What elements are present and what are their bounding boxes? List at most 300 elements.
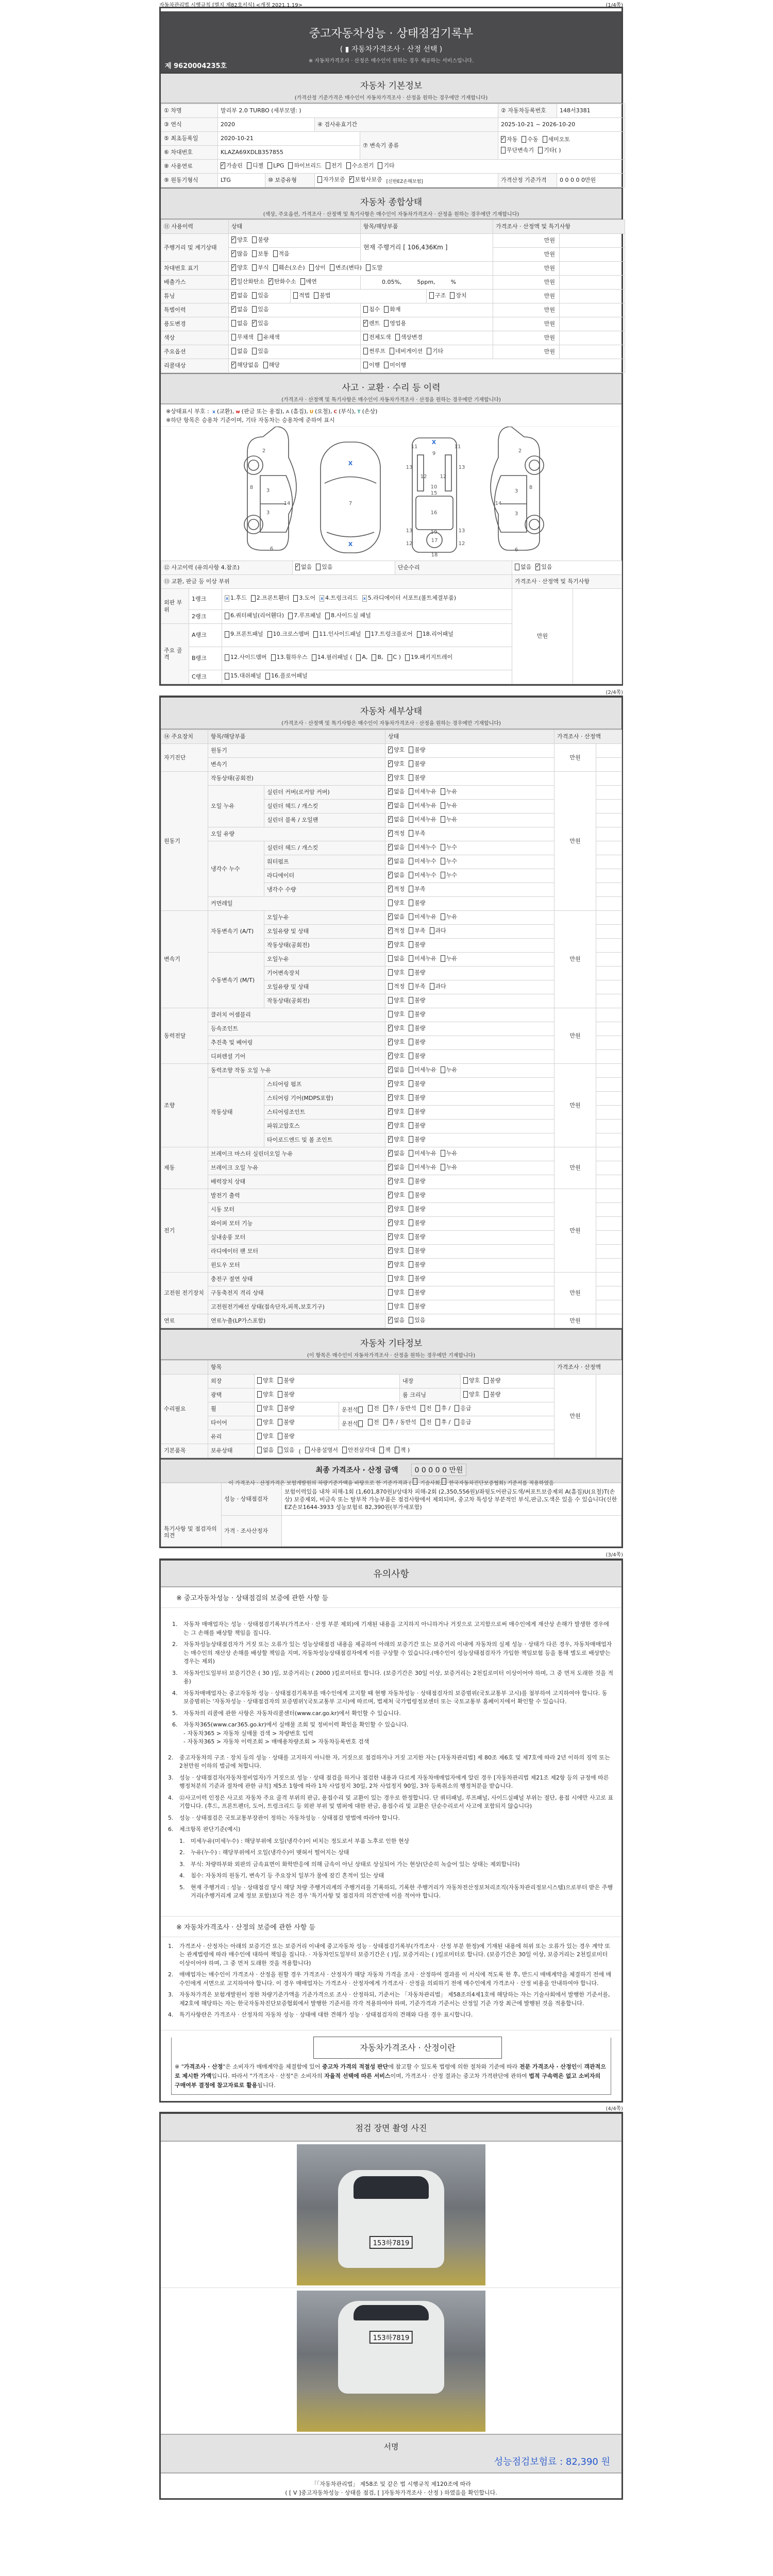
checkbox[interactable]	[427, 348, 431, 354]
checkbox[interactable]	[326, 162, 330, 169]
checkbox-option[interactable]	[388, 886, 405, 892]
checkbox[interactable]	[409, 1289, 413, 1296]
checkbox[interactable]	[484, 1391, 489, 1398]
checkbox[interactable]	[409, 1066, 413, 1073]
checkbox-option[interactable]	[441, 1164, 457, 1171]
checkbox[interactable]	[252, 320, 257, 327]
checkbox-option[interactable]	[455, 1405, 471, 1412]
checkbox-option[interactable]	[388, 1289, 405, 1296]
checkbox-option[interactable]	[388, 760, 405, 767]
checkbox-option[interactable]	[409, 1011, 425, 1018]
checkbox-option[interactable]	[441, 844, 457, 851]
checkbox-option[interactable]	[409, 983, 425, 990]
checkbox[interactable]	[409, 886, 413, 892]
checkbox[interactable]	[231, 320, 236, 327]
checkbox-option[interactable]	[409, 1025, 425, 1031]
checkbox-option[interactable]	[409, 1247, 425, 1254]
checkbox[interactable]	[409, 858, 413, 865]
checkbox[interactable]	[441, 858, 445, 865]
checkbox[interactable]	[388, 1261, 393, 1268]
x-mark-checkbox[interactable]	[225, 595, 229, 602]
checkbox[interactable]	[383, 1405, 388, 1412]
checkbox-option[interactable]	[225, 630, 263, 639]
checkbox-option[interactable]	[288, 611, 321, 620]
checkbox-option[interactable]	[409, 1261, 425, 1268]
checkbox-option[interactable]	[501, 136, 517, 143]
checkbox[interactable]	[313, 631, 318, 638]
checkbox[interactable]	[231, 278, 236, 285]
checkbox[interactable]	[257, 1405, 262, 1412]
checkbox-option[interactable]	[409, 1219, 425, 1226]
checkbox[interactable]	[409, 1178, 413, 1184]
checkbox[interactable]	[409, 969, 413, 976]
checkbox[interactable]	[225, 613, 229, 619]
checkbox[interactable]	[409, 1136, 413, 1143]
checkbox-option[interactable]	[288, 162, 321, 169]
checkbox-option[interactable]	[278, 1447, 294, 1453]
checkbox[interactable]	[305, 1447, 310, 1453]
checkbox[interactable]	[441, 788, 445, 795]
checkbox-option[interactable]	[257, 1419, 274, 1426]
checkbox-option[interactable]	[463, 1377, 480, 1384]
checkbox[interactable]	[388, 654, 392, 661]
checkbox-option[interactable]	[379, 1447, 391, 1453]
checkbox[interactable]	[251, 595, 256, 602]
checkbox[interactable]	[409, 913, 413, 920]
checkbox-option[interactable]	[441, 802, 457, 809]
checkbox[interactable]	[365, 631, 370, 638]
checkbox[interactable]	[388, 858, 393, 865]
checkbox-option[interactable]	[305, 1447, 338, 1453]
checkbox-option[interactable]	[409, 900, 425, 906]
checkbox-option[interactable]	[535, 564, 552, 570]
checkbox-option[interactable]	[441, 788, 457, 795]
checkbox[interactable]	[231, 362, 236, 368]
checkbox[interactable]	[225, 654, 229, 661]
checkbox-option[interactable]	[484, 1377, 500, 1384]
checkbox[interactable]	[252, 348, 257, 354]
checkbox-option[interactable]	[383, 1405, 416, 1412]
checkbox[interactable]	[409, 1317, 413, 1324]
checkbox[interactable]	[388, 1178, 393, 1184]
checkbox-option[interactable]	[435, 1419, 450, 1426]
checkbox-option[interactable]	[430, 983, 446, 990]
checkbox[interactable]	[378, 162, 382, 169]
checkbox-option[interactable]	[388, 1150, 405, 1157]
checkbox-option[interactable]	[388, 1247, 405, 1254]
checkbox-option[interactable]	[409, 997, 425, 1004]
checkbox-option[interactable]	[231, 292, 248, 299]
checkbox[interactable]	[409, 844, 413, 851]
checkbox[interactable]	[421, 1419, 425, 1426]
checkbox-option[interactable]	[409, 941, 425, 948]
checkbox[interactable]	[535, 564, 540, 570]
checkbox-option[interactable]	[363, 362, 380, 368]
checkbox-option[interactable]	[409, 1136, 425, 1143]
checkbox[interactable]	[388, 816, 393, 823]
checkbox[interactable]	[409, 927, 413, 934]
checkbox-option[interactable]	[325, 611, 371, 620]
checkbox[interactable]	[388, 1011, 393, 1018]
checkbox-option[interactable]	[388, 1233, 405, 1240]
checkbox-option[interactable]	[388, 1303, 405, 1310]
checkbox-option[interactable]	[388, 1053, 405, 1059]
checkbox[interactable]	[409, 1094, 413, 1101]
checkbox[interactable]	[388, 1303, 393, 1310]
checkbox[interactable]	[231, 292, 236, 299]
checkbox-option[interactable]	[388, 747, 405, 753]
checkbox-option[interactable]	[388, 1025, 405, 1031]
checkbox-option[interactable]	[299, 1448, 301, 1455]
checkbox[interactable]	[278, 1391, 282, 1398]
checkbox-option[interactable]	[300, 278, 317, 285]
checkbox-option[interactable]	[417, 630, 453, 639]
checkbox[interactable]	[231, 306, 236, 313]
checkbox-option[interactable]	[320, 594, 358, 603]
checkbox[interactable]	[409, 1080, 413, 1087]
checkbox-option[interactable]	[231, 306, 248, 313]
checkbox-option[interactable]	[312, 653, 352, 662]
checkbox[interactable]	[501, 136, 506, 143]
checkbox-option[interactable]	[515, 564, 531, 570]
checkbox-option[interactable]	[441, 955, 457, 962]
checkbox[interactable]	[388, 760, 393, 767]
checkbox-option[interactable]	[388, 1108, 405, 1115]
checkbox-option[interactable]	[267, 630, 310, 639]
checkbox-option[interactable]	[368, 1405, 379, 1412]
checkbox-option[interactable]	[409, 1122, 425, 1129]
checkbox[interactable]	[538, 147, 543, 154]
checkbox[interactable]	[388, 1094, 393, 1101]
checkbox-option[interactable]	[409, 788, 436, 795]
checkbox-option[interactable]	[293, 594, 315, 603]
checkbox-option[interactable]	[388, 900, 405, 906]
checkbox-option[interactable]	[268, 278, 296, 285]
checkbox-option[interactable]	[231, 334, 254, 341]
checkbox-option[interactable]	[221, 162, 243, 169]
checkbox-option[interactable]	[257, 1433, 274, 1439]
checkbox[interactable]	[409, 747, 413, 753]
checkbox[interactable]	[450, 292, 455, 299]
checkbox-option[interactable]	[231, 236, 248, 243]
checkbox-option[interactable]	[342, 1406, 364, 1413]
checkbox[interactable]	[388, 872, 393, 878]
checkbox[interactable]	[388, 955, 393, 962]
checkbox-option[interactable]	[409, 760, 425, 767]
checkbox-option[interactable]	[429, 292, 446, 299]
checkbox[interactable]	[409, 1150, 413, 1157]
checkbox[interactable]	[388, 1233, 393, 1240]
checkbox[interactable]	[278, 1419, 282, 1426]
checkbox[interactable]	[409, 802, 413, 809]
checkbox[interactable]	[231, 236, 236, 243]
checkbox-option[interactable]	[252, 306, 268, 313]
checkbox[interactable]	[231, 348, 236, 354]
checkbox-option[interactable]	[231, 362, 259, 368]
checkbox[interactable]	[515, 564, 519, 570]
checkbox-option[interactable]	[278, 1433, 294, 1439]
checkbox[interactable]	[409, 1164, 413, 1171]
checkbox-option[interactable]	[395, 334, 423, 341]
checkbox[interactable]	[268, 278, 273, 285]
checkbox-option[interactable]	[342, 1420, 364, 1427]
checkbox[interactable]	[257, 1419, 262, 1426]
checkbox-option[interactable]	[441, 816, 457, 823]
checkbox-option[interactable]	[388, 788, 405, 795]
checkbox[interactable]	[388, 941, 393, 948]
checkbox-option[interactable]	[388, 844, 405, 851]
checkbox[interactable]	[409, 1039, 413, 1045]
checkbox[interactable]	[409, 1192, 413, 1198]
checkbox[interactable]	[288, 162, 293, 169]
checkbox[interactable]	[441, 802, 445, 809]
checkbox[interactable]	[409, 816, 413, 823]
checkbox-option[interactable]	[365, 630, 413, 639]
checkbox[interactable]	[388, 747, 393, 753]
checkbox[interactable]	[278, 1447, 282, 1453]
checkbox-option[interactable]	[409, 830, 425, 837]
checkbox-option[interactable]	[409, 1303, 425, 1310]
checkbox[interactable]	[325, 613, 330, 619]
checkbox[interactable]	[384, 320, 389, 327]
checkbox-option[interactable]	[409, 1317, 425, 1324]
checkbox-option[interactable]	[388, 858, 405, 865]
checkbox-option[interactable]	[388, 955, 405, 962]
checkbox[interactable]	[221, 162, 225, 169]
checkbox-option[interactable]	[278, 1391, 294, 1398]
checkbox-option[interactable]	[388, 941, 405, 948]
checkbox[interactable]	[388, 1247, 393, 1254]
checkbox-option[interactable]	[441, 1066, 457, 1073]
checkbox[interactable]	[247, 162, 251, 169]
checkbox-option[interactable]	[409, 927, 425, 934]
checkbox[interactable]	[441, 913, 445, 920]
checkbox[interactable]	[252, 292, 257, 299]
checkbox-option[interactable]	[390, 348, 423, 354]
checkbox-option[interactable]	[388, 1066, 405, 1073]
checkbox[interactable]	[409, 997, 413, 1004]
checkbox-option[interactable]	[388, 872, 405, 878]
checkbox-option[interactable]	[441, 913, 457, 920]
checkbox-option[interactable]	[409, 802, 436, 809]
checkbox-option[interactable]	[225, 594, 247, 603]
checkbox[interactable]	[363, 362, 368, 368]
checkbox-option[interactable]	[435, 1405, 450, 1412]
checkbox[interactable]	[388, 969, 393, 976]
checkbox-option[interactable]	[356, 653, 367, 662]
checkbox[interactable]	[368, 1419, 373, 1426]
checkbox-option[interactable]	[388, 1164, 405, 1171]
checkbox[interactable]	[225, 631, 229, 638]
checkbox-option[interactable]	[330, 264, 362, 271]
checkbox-option[interactable]	[273, 264, 305, 271]
checkbox[interactable]	[441, 955, 445, 962]
checkbox[interactable]	[463, 1391, 468, 1398]
checkbox-option[interactable]	[501, 147, 534, 154]
checkbox-option[interactable]	[409, 1275, 425, 1282]
checkbox[interactable]	[409, 1247, 413, 1254]
checkbox[interactable]	[312, 654, 316, 661]
checkbox[interactable]	[409, 983, 413, 990]
checkbox-option[interactable]	[409, 1164, 436, 1171]
checkbox-option[interactable]	[388, 830, 405, 837]
checkbox-option[interactable]	[388, 1136, 405, 1143]
checkbox-option[interactable]	[430, 927, 446, 934]
checkbox-option[interactable]	[231, 250, 248, 257]
checkbox[interactable]	[441, 816, 445, 823]
checkbox[interactable]	[231, 264, 236, 271]
checkbox-option[interactable]	[384, 362, 406, 368]
checkbox[interactable]	[388, 1066, 393, 1073]
checkbox-option[interactable]	[342, 1447, 375, 1453]
checkbox[interactable]	[388, 927, 393, 934]
checkbox[interactable]	[455, 1405, 459, 1412]
checkbox[interactable]	[455, 1419, 459, 1426]
checkbox[interactable]	[388, 802, 393, 809]
checkbox[interactable]	[421, 1405, 425, 1412]
checkbox-option[interactable]	[409, 1039, 425, 1045]
checkbox-option[interactable]	[346, 162, 374, 169]
checkbox-option[interactable]	[441, 858, 457, 865]
checkbox[interactable]	[388, 1317, 393, 1324]
checkbox-option[interactable]	[366, 264, 382, 271]
checkbox-option[interactable]	[257, 1405, 274, 1412]
checkbox[interactable]	[363, 348, 368, 354]
checkbox[interactable]	[257, 1433, 262, 1439]
checkbox-option[interactable]	[409, 872, 436, 878]
checkbox[interactable]	[330, 264, 334, 271]
checkbox-option[interactable]	[409, 747, 425, 753]
checkbox-option[interactable]	[257, 1391, 274, 1398]
checkbox[interactable]	[349, 176, 354, 183]
checkbox-option[interactable]	[427, 348, 443, 354]
x-mark-checkbox[interactable]	[362, 595, 367, 602]
checkbox-option[interactable]	[388, 1275, 405, 1282]
checkbox[interactable]	[383, 1419, 388, 1426]
checkbox[interactable]	[409, 1122, 413, 1129]
checkbox[interactable]	[265, 673, 270, 680]
checkbox-option[interactable]	[409, 1289, 425, 1296]
checkbox-option[interactable]	[383, 1419, 416, 1426]
checkbox-option[interactable]	[388, 1094, 405, 1101]
checkbox[interactable]	[257, 1377, 262, 1384]
checkbox-option[interactable]	[409, 774, 425, 781]
checkbox[interactable]	[372, 654, 376, 661]
checkbox-option[interactable]	[409, 1080, 425, 1087]
checkbox[interactable]	[409, 1275, 413, 1282]
checkbox[interactable]	[395, 334, 400, 341]
checkbox-option[interactable]	[409, 858, 436, 865]
checkbox[interactable]	[257, 1391, 262, 1398]
checkbox-option[interactable]	[538, 147, 561, 154]
checkbox-option[interactable]	[252, 250, 268, 257]
checkbox[interactable]	[409, 872, 413, 878]
x-mark-checkbox[interactable]	[320, 595, 324, 602]
checkbox-option[interactable]	[450, 292, 466, 299]
checkbox-option[interactable]	[247, 162, 263, 169]
checkbox[interactable]	[441, 872, 445, 878]
checkbox-option[interactable]	[388, 1261, 405, 1268]
checkbox-option[interactable]	[421, 1419, 432, 1426]
checkbox[interactable]	[409, 1233, 413, 1240]
checkbox[interactable]	[363, 306, 368, 313]
checkbox-option[interactable]	[314, 292, 330, 299]
checkbox-option[interactable]	[231, 348, 248, 354]
checkbox[interactable]	[388, 1164, 393, 1171]
checkbox-option[interactable]	[252, 292, 268, 299]
checkbox[interactable]	[409, 1219, 413, 1226]
checkbox-option[interactable]	[388, 1317, 405, 1324]
checkbox-option[interactable]	[409, 886, 425, 892]
checkbox-option[interactable]	[225, 671, 261, 681]
checkbox-option[interactable]	[263, 362, 280, 368]
checkbox[interactable]	[363, 334, 368, 341]
checkbox-option[interactable]	[384, 306, 400, 313]
checkbox-option[interactable]	[395, 1447, 410, 1453]
checkbox-option[interactable]	[317, 176, 345, 183]
checkbox-option[interactable]	[441, 872, 457, 878]
checkbox-option[interactable]	[362, 594, 456, 603]
checkbox-option[interactable]	[409, 1233, 425, 1240]
checkbox[interactable]	[309, 264, 314, 271]
checkbox-option[interactable]	[378, 162, 394, 169]
checkbox[interactable]	[409, 774, 413, 781]
checkbox-option[interactable]	[326, 162, 342, 169]
checkbox[interactable]	[252, 250, 257, 257]
checkbox[interactable]	[388, 1192, 393, 1198]
checkbox[interactable]	[267, 631, 272, 638]
checkbox[interactable]	[257, 1447, 262, 1453]
checkbox[interactable]	[441, 1164, 445, 1171]
checkbox-option[interactable]	[409, 1066, 436, 1073]
checkbox[interactable]	[409, 1303, 413, 1310]
checkbox[interactable]	[278, 1405, 282, 1412]
checkbox-option[interactable]	[349, 176, 382, 183]
checkbox[interactable]	[388, 1108, 393, 1115]
checkbox-option[interactable]	[313, 630, 361, 639]
checkbox[interactable]	[388, 997, 393, 1004]
checkbox-option[interactable]	[388, 969, 405, 976]
checkbox-option[interactable]	[409, 913, 436, 920]
checkbox[interactable]	[363, 320, 368, 327]
checkbox-option[interactable]	[388, 927, 405, 934]
checkbox[interactable]	[388, 1150, 393, 1157]
checkbox-option[interactable]	[316, 564, 332, 570]
checkbox[interactable]	[366, 264, 371, 271]
checkbox[interactable]	[231, 334, 236, 341]
checkbox-option[interactable]	[225, 653, 267, 662]
checkbox[interactable]	[358, 1420, 363, 1427]
checkbox-option[interactable]	[463, 1391, 480, 1398]
checkbox[interactable]	[231, 250, 236, 257]
checkbox[interactable]	[388, 1289, 393, 1296]
checkbox[interactable]	[501, 147, 506, 154]
checkbox-option[interactable]	[388, 1122, 405, 1129]
checkbox[interactable]	[356, 654, 361, 661]
checkbox[interactable]	[388, 1122, 393, 1129]
checkbox-option[interactable]	[388, 997, 405, 1004]
checkbox[interactable]	[295, 564, 300, 570]
checkbox[interactable]	[430, 927, 434, 934]
checkbox[interactable]	[390, 348, 394, 354]
checkbox-option[interactable]	[278, 1419, 294, 1426]
checkbox[interactable]	[252, 306, 257, 313]
checkbox-option[interactable]	[522, 136, 538, 143]
checkbox-option[interactable]	[384, 320, 406, 327]
checkbox[interactable]	[388, 983, 393, 990]
checkbox-option[interactable]	[252, 264, 268, 271]
checkbox[interactable]	[271, 654, 276, 661]
